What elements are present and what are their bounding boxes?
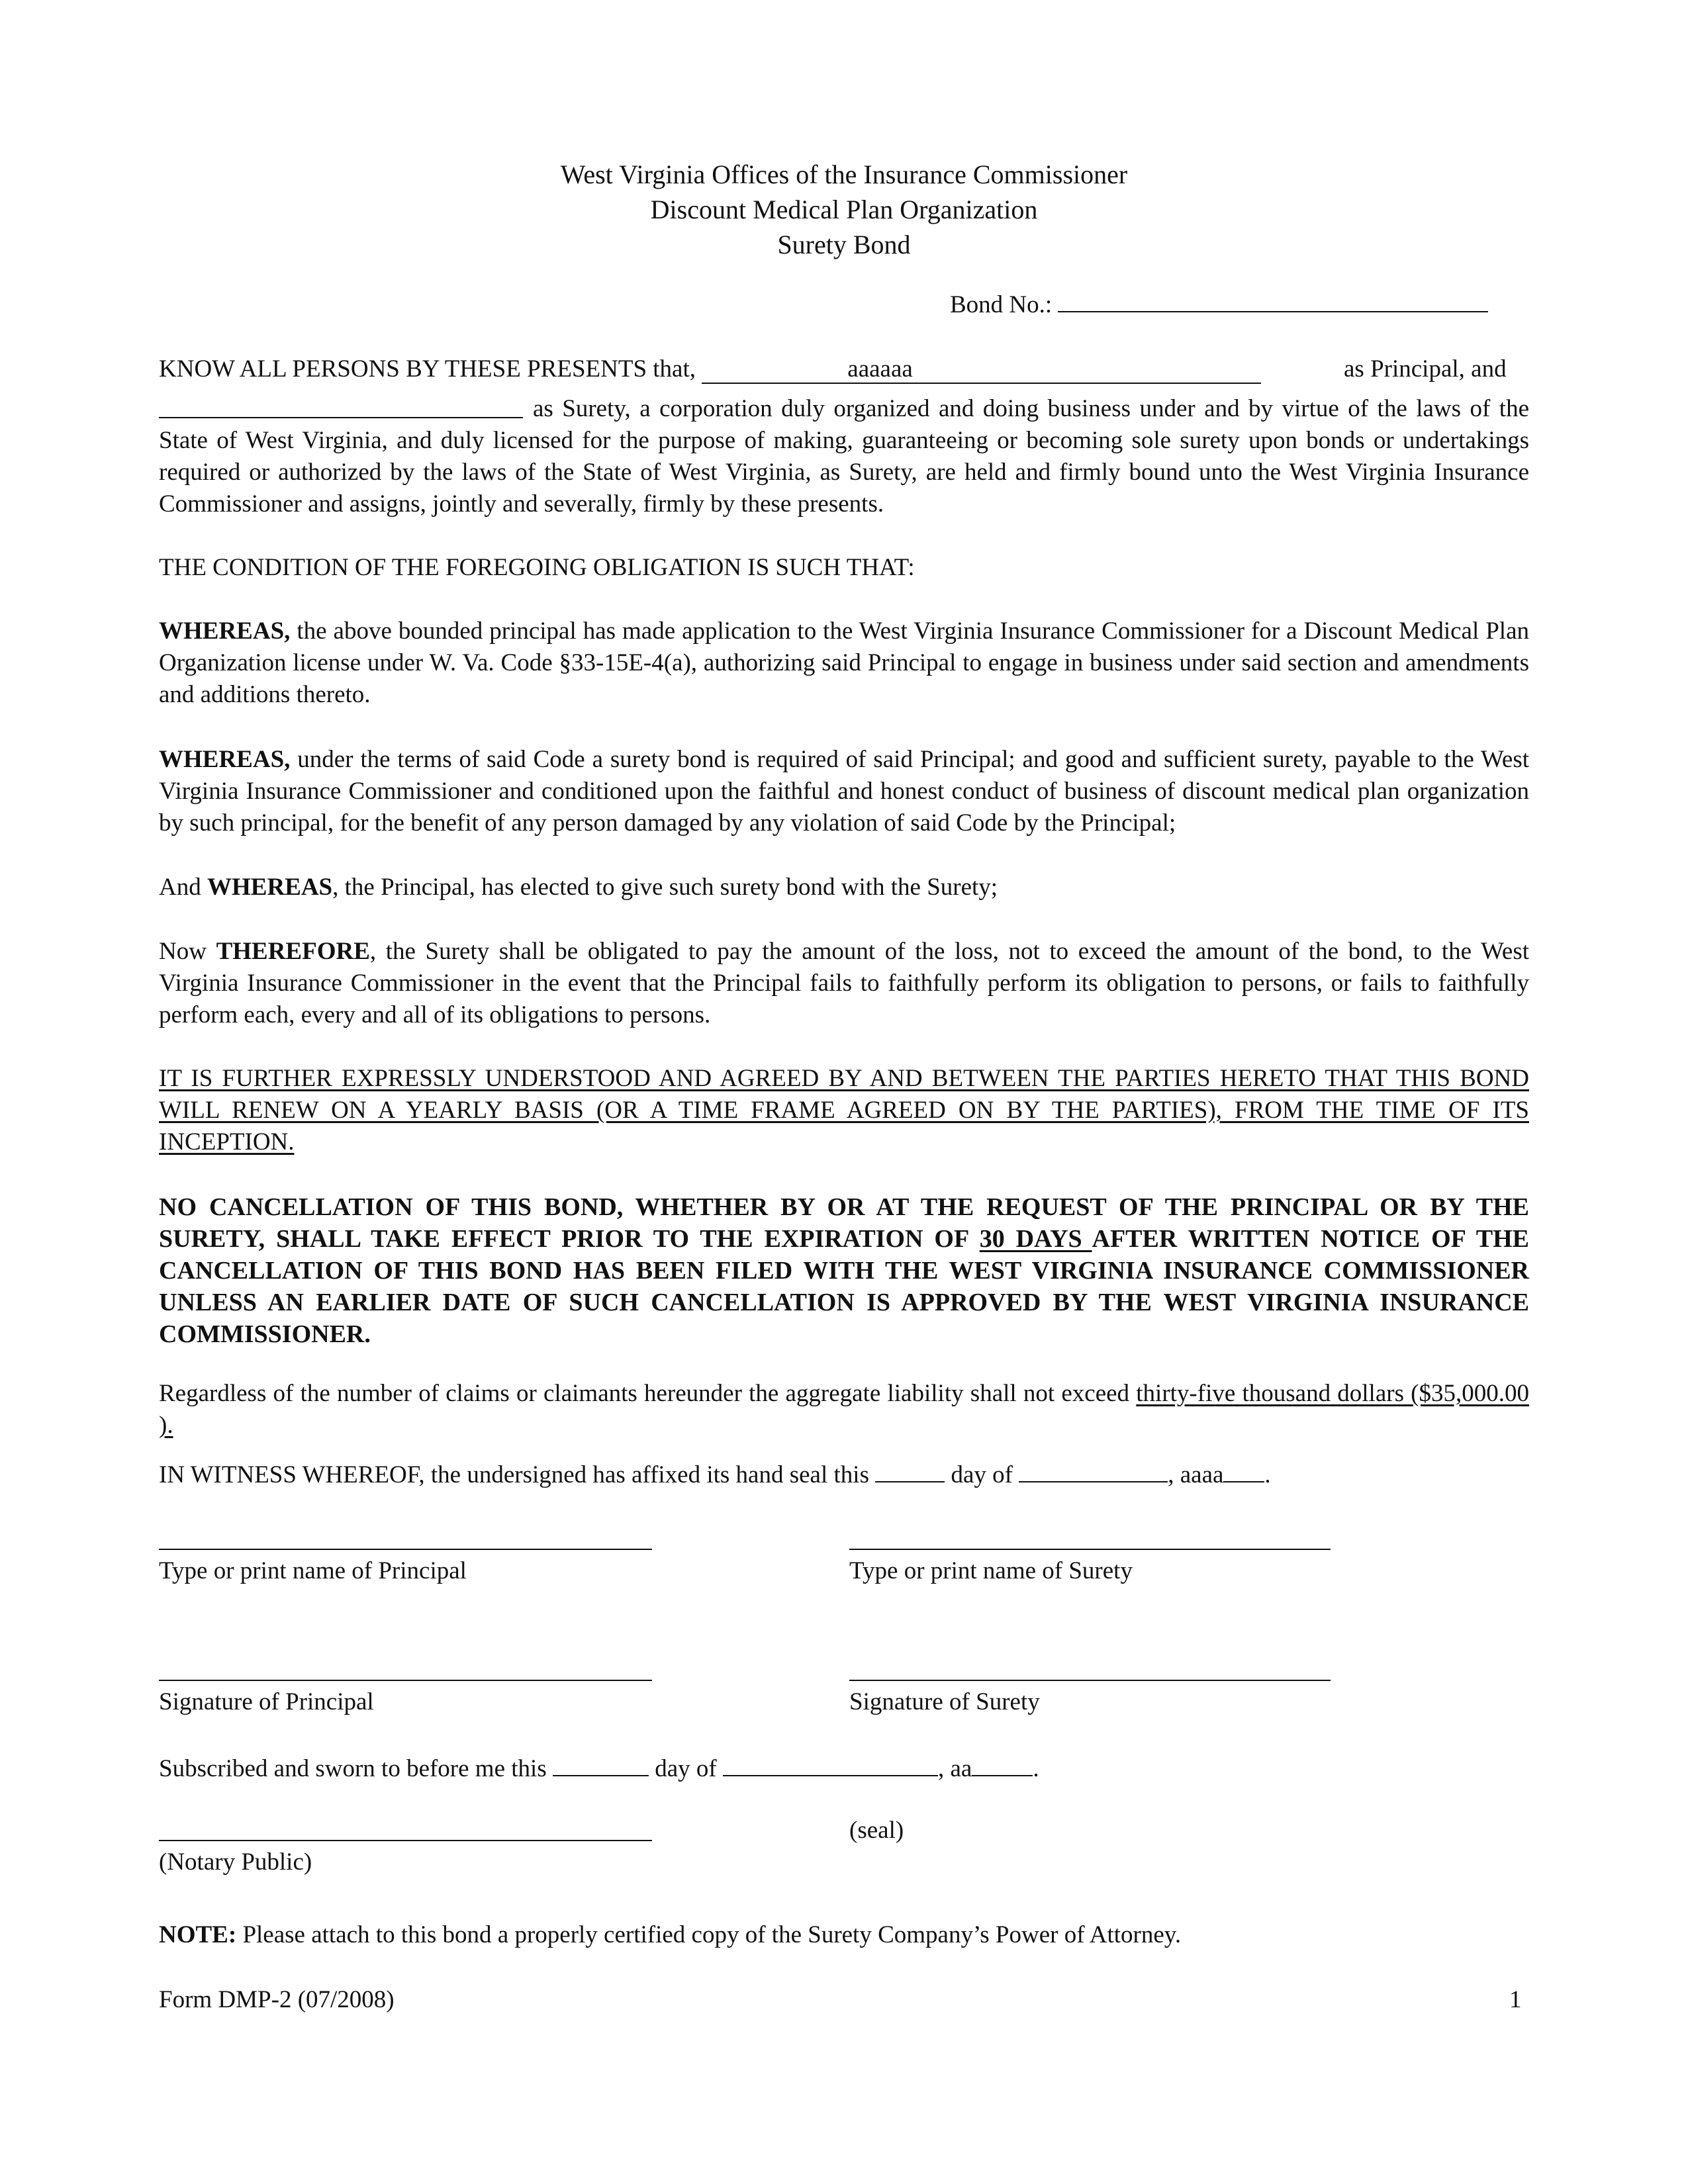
whereas-2-text: under the terms of said Code a surety bond is required of said Principal; and good and sufficient surety, payable to the West Virginia Insurance Commissioner and conditioned upon the faithful and honest conduct of business of discount medical plan organization by such principal, for the benefit of any person damaged by any violation of said Code by the Principal;: [159, 746, 1529, 837]
witness-year-field[interactable]: [1223, 1457, 1264, 1482]
surety-signature-line[interactable]: [849, 1680, 1331, 1681]
therefore-paragraph: [159, 936, 1529, 1031]
principal-signature-line[interactable]: [159, 1680, 652, 1681]
surety-name-line[interactable]: [849, 1549, 1331, 1550]
sworn-day-of: day of: [655, 1755, 717, 1782]
sworn-month-field[interactable]: [723, 1751, 938, 1776]
note-keyword: NOTE:: [159, 1921, 237, 1948]
bond-number-row: [950, 287, 1488, 321]
and-text: And: [159, 874, 201, 901]
therefore-text: , the Surety shall be obligated to pay the amount of the loss, not to exceed the amount of the bond, to the West Virginia Insurance Commissioner in the event that the Principal fails to faithfully perform its obligation to persons, or fails to faithfully perform each, every and all of its obligations to persons.: [159, 938, 1530, 1028]
whereas-1-paragraph: [159, 615, 1529, 711]
now-text: Now: [159, 938, 207, 965]
whereas-1-text: the above bounded principal has made application to the West Virginia Insurance Commissioner for a Discount Medical Plan Organization license under W. Va. Code §33-15E-4(a), authorizing said Principal to engage in business under said section and amendments and additions thereto.: [159, 617, 1529, 708]
sworn-day-field[interactable]: [553, 1751, 649, 1776]
liability-text: Regardless of the number of claims or claimants hereunder the aggregate liability shall not exceed: [159, 1380, 1130, 1407]
whereas-3-text: , the Principal, has elected to give such surety bond with the Surety;: [332, 874, 998, 901]
principal-name-line[interactable]: [159, 1549, 652, 1550]
principal-name-value: aaaaaa: [847, 355, 913, 383]
sworn-text: Subscribed and sworn to before me this: [159, 1755, 547, 1782]
witness-day-of: day of: [951, 1461, 1013, 1488]
organization-title: Discount Medical Plan Organization: [650, 195, 1038, 224]
cancellation-clause: [159, 1191, 1529, 1350]
form-number: Form DMP-2 (07/2008): [159, 1986, 395, 2013]
whereas-3-paragraph: [159, 872, 1529, 903]
witness-text: IN WITNESS WHEREOF, the undersigned has affixed its hand seal this: [159, 1461, 869, 1488]
know-all-text: KNOW ALL PERSONS BY THESE PRESENTS that,: [159, 355, 696, 383]
therefore-keyword: THEREFORE: [216, 938, 370, 965]
surety-name-caption: Type or print name of Surety: [849, 1557, 1133, 1584]
bond-number-label: Bond No.:: [950, 291, 1053, 318]
form-title: Surety Bond: [777, 230, 911, 259]
sworn-line: [159, 1751, 1039, 1785]
agency-title: West Virginia Offices of the Insurance Commissioner: [560, 159, 1128, 189]
cancellation-days: 30 DAYS: [979, 1225, 1092, 1253]
liability-paragraph: [159, 1378, 1529, 1441]
witness-period: .: [1264, 1461, 1271, 1488]
cancellation-text-b: AFTER WRITTEN NOTICE OF THE CANCELLATION OF THIS BOND HAS BEEN FILED WITH THE WEST VIRGINIA INSURANCE COMMISSIONER UNLESS AN EARLIER DATE OF SUCH CANCELLATION IS APPROVED BY THE WEST VIRGINIA INSURANCE COMMISSIONER.: [159, 1225, 1529, 1348]
witness-year-text: , aaaa: [1168, 1461, 1224, 1488]
witness-month-field[interactable]: [1019, 1457, 1168, 1482]
bond-number-field[interactable]: [1058, 287, 1488, 312]
cancellation-text-a: NO CANCELLATION OF THIS BOND, WHETHER BY OR AT THE REQUEST OF THE PRINCIPAL OR BY THE SURETY, SHALL TAKE EFFECT PRIOR TO THE EXPIRATION OF: [159, 1193, 1529, 1253]
know-all-line: [159, 353, 1261, 385]
sworn-year-field[interactable]: [972, 1751, 1033, 1776]
whereas-3-keyword: WHEREAS: [207, 874, 333, 901]
surety-paragraph: as Surety, a corporation duly organized and doing business under and by virtue of the laws of the State of West Virginia, and duly licensed for the purpose of making, guaranteeing or becoming sole surety upon bonds or undertakings required or authorized by the laws of the State of West Virginia, as Surety, are held and firmly bound unto the West Virginia Insurance Commissioner and assigns, jointly and severally, firmly by these presents.: [159, 395, 1529, 518]
notary-caption: (Notary Public): [159, 1848, 312, 1876]
whereas-1-keyword: WHEREAS,: [159, 617, 291, 645]
witness-day-field[interactable]: [875, 1457, 945, 1482]
principal-name-caption: Type or print name of Principal: [159, 1557, 467, 1584]
as-principal-text: as Principal, and: [1344, 355, 1507, 383]
note-line: [159, 1919, 1181, 1951]
sworn-period: .: [1033, 1755, 1039, 1782]
page-number: 1: [1509, 1986, 1522, 2013]
whereas-2-paragraph: [159, 744, 1529, 839]
note-text: Please attach to this bond a properly certified copy of the Surety Company’s Power of Attorney.: [242, 1921, 1182, 1948]
liability-amount: thirty-five thousand dollars ($35,000.00 ).: [159, 1380, 1529, 1439]
seal-caption: (seal): [849, 1817, 904, 1844]
renewal-clause: IT IS FURTHER EXPRESSLY UNDERSTOOD AND AGREED BY AND BETWEEN THE PARTIES HERETO THAT THIS BOND WILL RENEW ON A YEARLY BASIS (OR A TIME FRAME AGREED ON BY THE PARTIES), FROM THE TIME OF ITS INCEPTION.: [159, 1065, 1529, 1156]
condition-heading: THE CONDITION OF THE FOREGOING OBLIGATION IS SUCH THAT:: [159, 554, 915, 581]
sworn-year-text: , aa: [937, 1755, 972, 1782]
principal-signature-caption: Signature of Principal: [159, 1688, 374, 1715]
witness-line: [159, 1457, 1271, 1491]
notary-signature-line[interactable]: [159, 1840, 652, 1841]
principal-name-field[interactable]: [702, 356, 1261, 384]
whereas-2-keyword: WHEREAS,: [159, 746, 291, 773]
surety-signature-caption: Signature of Surety: [849, 1688, 1040, 1715]
